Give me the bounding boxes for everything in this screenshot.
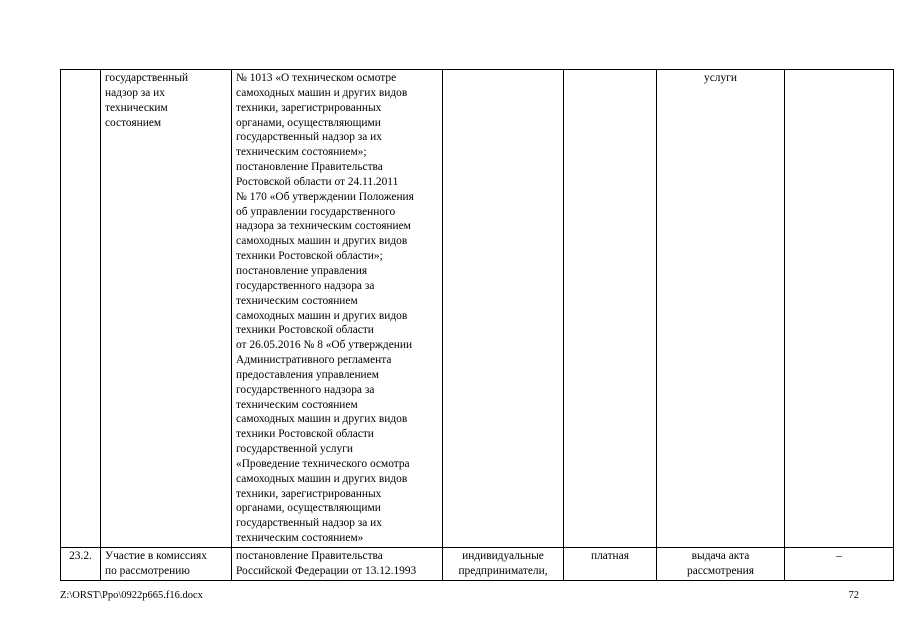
payment-cell: платная [564, 548, 657, 581]
footer-file-path: Z:\ORST\Ppo\0922p665.f16.docx [60, 590, 203, 601]
recipients-cell [443, 70, 564, 548]
text-line: самоходных машин и других видов [236, 86, 408, 99]
text-line: государственный надзор за их [236, 517, 382, 530]
text-line: самоходных машин и других видов [236, 413, 408, 426]
text-line: государственной услуги [236, 443, 353, 456]
text-line: индивидуальные [462, 550, 544, 562]
text-line: государственного надзора за [236, 279, 375, 292]
text-line: Российской Федерации от 13.12.1993 [236, 564, 417, 577]
text-line: самоходных машин и других видов [236, 309, 408, 322]
text-line: государственный надзор за их [236, 131, 382, 144]
text-line: № 170 «Об утверждении Положения [236, 190, 414, 203]
text-line: постановление управления [236, 264, 368, 277]
text-line: техники Ростовской области»; [236, 250, 383, 263]
recipients-cell [443, 548, 564, 581]
text-line: предприниматели, [458, 564, 548, 577]
text-line: надзор за их [105, 86, 165, 99]
text-line: Ростовской области от 24.11.2011 [236, 175, 399, 188]
text-line: государственный [105, 72, 189, 84]
text-line: техники, зарегистрированных [236, 101, 382, 114]
text-line: надзора за техническим состоянием [236, 220, 411, 233]
text-line: постановление Правительства [236, 161, 383, 174]
table-row [61, 548, 894, 581]
row-number-cell: 23.2. [61, 548, 101, 581]
text-line: государственного надзора за [236, 383, 375, 396]
services-table [60, 69, 894, 581]
text-line: самоходных машин и других видов [236, 472, 408, 485]
text-line: техники Ростовской области [236, 428, 374, 441]
text-line: органами, осуществляющими [236, 502, 381, 515]
text-line: рассмотрения [687, 564, 754, 577]
service-name-cell [101, 70, 232, 548]
row-number-cell [61, 70, 101, 548]
text-line: техническим состоянием [236, 294, 358, 307]
result-cell: услуги [657, 70, 785, 548]
text-line: техники Ростовской области [236, 324, 374, 337]
text-line: «Проведение технического осмотра [236, 457, 410, 470]
payment-cell [564, 70, 657, 548]
text-line: техническим состоянием»; [236, 146, 367, 159]
legal-basis-cell [232, 70, 443, 548]
text-line: Административного регламента [236, 354, 392, 367]
text-line: Участие в комиссиях [105, 550, 207, 562]
text-line: техническим [105, 101, 168, 114]
result-cell [657, 548, 785, 581]
legal-basis-cell [232, 548, 443, 581]
text-line: самоходных машин и других видов [236, 235, 408, 248]
text-line: предоставления управлением [236, 368, 379, 381]
text-line: состоянием [105, 116, 162, 129]
text-line: органами, осуществляющими [236, 116, 381, 129]
text-line: техническим состоянием» [236, 532, 364, 545]
text-line: от 26.05.2016 № 8 «Об утверждении [236, 339, 413, 352]
service-name-cell [101, 548, 232, 581]
note-cell [785, 70, 894, 548]
text-line: по рассмотрению [105, 564, 190, 577]
text-line: выдача акта [691, 550, 750, 562]
text-line: об управлении государственного [236, 205, 396, 218]
text-line: постановление Правительства [236, 550, 383, 562]
text-line: № 1013 «О техническом осмотре [236, 72, 397, 84]
page-number: 72 [848, 590, 859, 601]
text-line: техники, зарегистрированных [236, 487, 382, 500]
table-row [61, 70, 894, 548]
note-cell: – [785, 548, 894, 581]
text-line: техническим состоянием [236, 398, 358, 411]
